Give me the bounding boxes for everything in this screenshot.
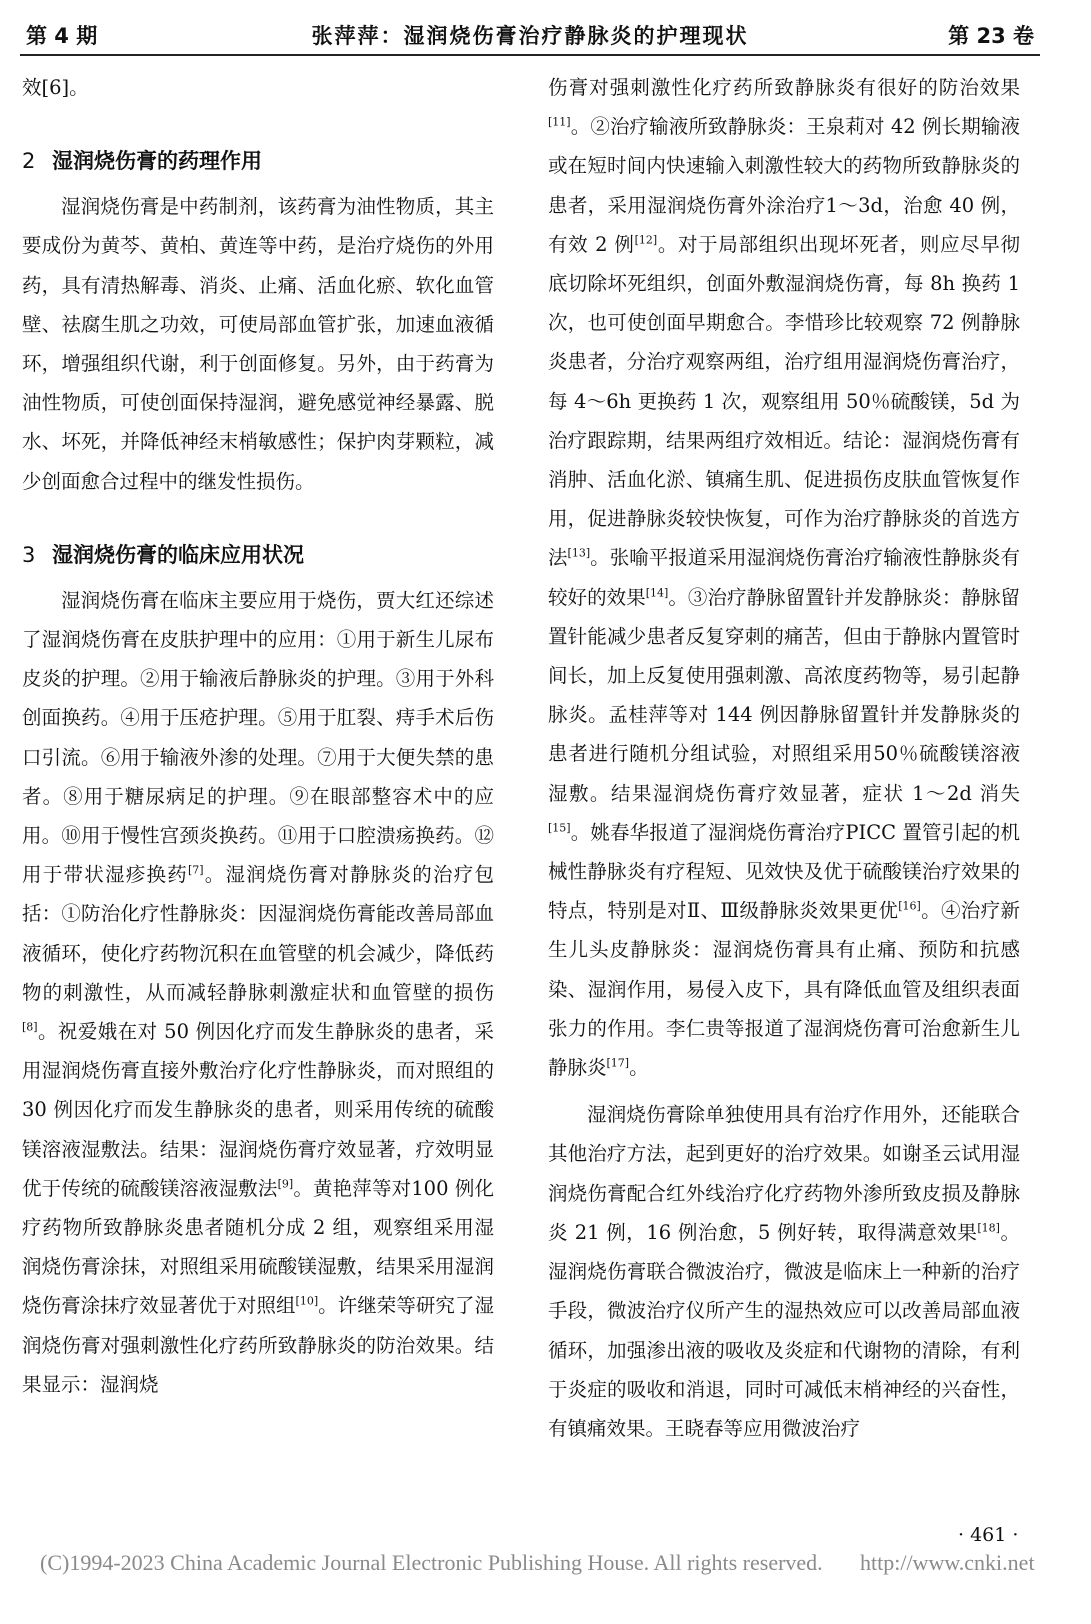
running-header [20, 14, 1040, 56]
text-run: 伤膏对强刺激性化疗药所致静脉炎有很好的防治效果 [548, 76, 1020, 99]
text-run: 。姚春华报道了湿润烧伤膏治疗PICC 置管引起的机械性静脉炎有疗程短、见效快及优于硫酸镁治疗效果的特点，特别是对Ⅱ、Ⅲ级静脉炎效果更优 [548, 820, 1020, 923]
section-title: 湿润烧伤膏的临床应用状况 [52, 542, 304, 567]
page-number: · 461 · [958, 1524, 1019, 1546]
issue-number: 第 4 期 [26, 24, 98, 48]
text-run: 。张喻平报道采用湿润烧伤膏治疗输液性静脉炎有较好的效果 [548, 546, 1020, 609]
text-run: 。祝爱娥在对 50 例因化疗而发生静脉炎的患者，采用湿润烧伤膏直接外敷治疗化疗性静脉炎，而对照组的 30 例因化疗而发生静脉炎的患者，则采用传统的硫酸镁溶液湿敷法。结果：湿润烧伤膏疗效显著，疗效明显优于传统的硫酸镁溶液湿敷法 [22, 1020, 494, 1200]
paragraph-pharmacology: 湿润烧伤膏是中药制剂，该药膏为油性物质，其主要成份为黄芩、黄柏、黄连等中药，是治疗烧伤的外用药，具有清热解毒、消炎、止痛、活血化瘀、软化血管壁、祛腐生肌之功效，可使局部血管扩张，加速血液循环，增强组织代谢，利于创面修复。另外，由于药膏为油性物质，可使创面保持湿润，避免感觉神经暴露、脱水、坏死，并降低神经末梢敏感性；保护肉芽颗粒，减少创面愈合过程中的继发性损伤。 [22, 195, 494, 493]
text-run: 湿润烧伤膏除单独使用具有治疗作用外，还能联合其他治疗方法，起到更好的治疗效果。如谢圣云试用湿润烧伤膏配合红外线治疗化疗药物外渗所致皮损及静脉炎 21 例，16 例治愈，5 例好转，取得满意效果 [548, 1103, 1020, 1244]
citation-ref: [18] [977, 1221, 1000, 1235]
volume-number: 第 23 卷 [948, 24, 1034, 48]
paragraph-clinical-application [22, 581, 494, 1404]
continued-text: 效[6]。 [22, 76, 89, 99]
text-run: 。②治疗输液所致静脉炎：王泉莉对 42 例长期输液或在短时间内快速输入刺激性较大的药物所致静脉炎的患者，采用湿润烧伤膏外涂治疗1～3d，治愈 40 例，有效 2 例 [548, 115, 1020, 256]
text-run: 。黄艳萍等对100 例化疗药物所致静脉炎患者随机分成 2 组，观察组采用湿润烧伤膏涂抹，对照组采用硫酸镁湿敷，结果采用湿润烧伤膏涂抹疗效显著优于对照组 [22, 1176, 494, 1318]
copyright-footer [40, 1550, 1050, 1576]
section-3-heading [22, 535, 494, 575]
text-run: 。对于局部组织出现坏死者，则应尽早彻底切除坏死组织，创面外敷湿润烧伤膏，每 8h 换药 1 次，也可使创面早期愈合。李惜珍比较观察 72 例静脉炎患者，分治疗观察两组，治疗组用湿润烧伤膏治疗，每 4～6h 更换药 1 次，观察组用 50％硫酸镁，5d 为治疗跟踪期，结果两组疗效相近。结论：湿润烧伤膏有消肿、活血化淤、镇痛生肌、促进损伤皮肤血管恢复作用，促进静脉炎较快恢复，可作为治疗静脉炎的首选方法 [548, 232, 1020, 570]
citation-ref: [13] [567, 546, 591, 560]
right-column [548, 68, 1020, 1448]
copyright-text: (C)1994-2023 China Academic Journal Electronic Publishing House. All rights reserved. [40, 1550, 823, 1575]
text-run: 湿润烧伤膏在临床主要应用于烧伤，贾大红还综述了湿润烧伤膏在皮肤护理中的应用：①用于新生儿尿布皮炎的护理。②用于输液后静脉炎的护理。③用于外科创面换药。④用于压疮护理。⑤用于肛裂、痔手术后伤口引流。⑥用于输液外渗的处理。⑦用于大便失禁的患者。⑧用于糖尿病足的护理。⑨在眼部整容术中的应用。⑩用于慢性宫颈炎换药。⑪用于口腔溃疡换药。⑫用于带状湿疹换药 [22, 588, 494, 887]
citation-ref: [17] [606, 1056, 630, 1070]
left-column [22, 68, 494, 1404]
citation-ref: [12] [634, 233, 658, 247]
citation-ref: [15] [548, 821, 571, 835]
section-title: 湿润烧伤膏的药理作用 [52, 149, 262, 174]
citation-ref: [7] [187, 863, 204, 877]
citation-ref: [10] [295, 1294, 319, 1308]
citation-ref: [14] [645, 586, 669, 600]
text-run: 。湿润烧伤膏联合微波治疗，微波是临床上一种新的治疗手段，微波治疗仪所产生的湿热效应可以改善局部血液循环，加强渗出液的吸收及炎症和代谢物的清除，有利于炎症的吸收和消退，同时可减低末梢神经的兴奋性，有镇痛效果。王晓春等应用微波治疗 [548, 1220, 1020, 1440]
text-run: 。 [629, 1056, 649, 1080]
text-run: 。许继荣等研究了湿润烧伤膏对强刺激性化疗药所致静脉炎的防治效果。结果显示：湿润烧 [22, 1294, 494, 1396]
text-run: 。湿润烧伤膏对静脉炎的治疗包括：①防治化疗性静脉炎：因湿润烧伤膏能改善局部血液循环，使化疗药物沉积在血管壁的机会减少，降低药物的刺激性，从而减轻静脉刺激症状和血管壁的损伤 [22, 863, 494, 1004]
citation-ref: [16] [898, 899, 921, 913]
section-number: 2 [22, 149, 36, 174]
paragraph-combined-therapy [548, 1095, 1020, 1448]
citation-ref: [9] [277, 1177, 294, 1191]
paragraph-continued [548, 68, 1020, 1087]
article-running-title: 张萍萍：湿润烧伤膏治疗静脉炎的护理现状 [311, 24, 749, 48]
citation-ref: [11] [548, 115, 571, 129]
text-run: 。③治疗静脉留置针并发静脉炎：静脉留置针能减少患者反复穿刺的痛苦，但由于静脉内置管时间长，加上反复使用强刺激、高浓度药物等，易引起静脉炎。孟桂萍等对 144 例因静脉留置针并发静脉炎的患者进行随机分组试验，对照组采用50％硫酸镁溶液湿敷。结果湿润烧伤膏疗效显著，症状 1～2d 消失 [548, 585, 1020, 805]
footer-url: http://www.cnki.net [860, 1550, 1035, 1575]
citation-ref: [8] [22, 1020, 38, 1034]
section-number: 3 [22, 542, 36, 567]
text-run: 。④治疗新生儿头皮静脉炎：湿润烧伤膏具有止痛、预防和抗感染、湿润作用，易侵入皮下，具有降低血管及组织表面张力的作用。李仁贵等报道了湿润烧伤膏可治愈新生儿静脉炎 [548, 899, 1020, 1080]
section-2-heading [22, 141, 494, 181]
